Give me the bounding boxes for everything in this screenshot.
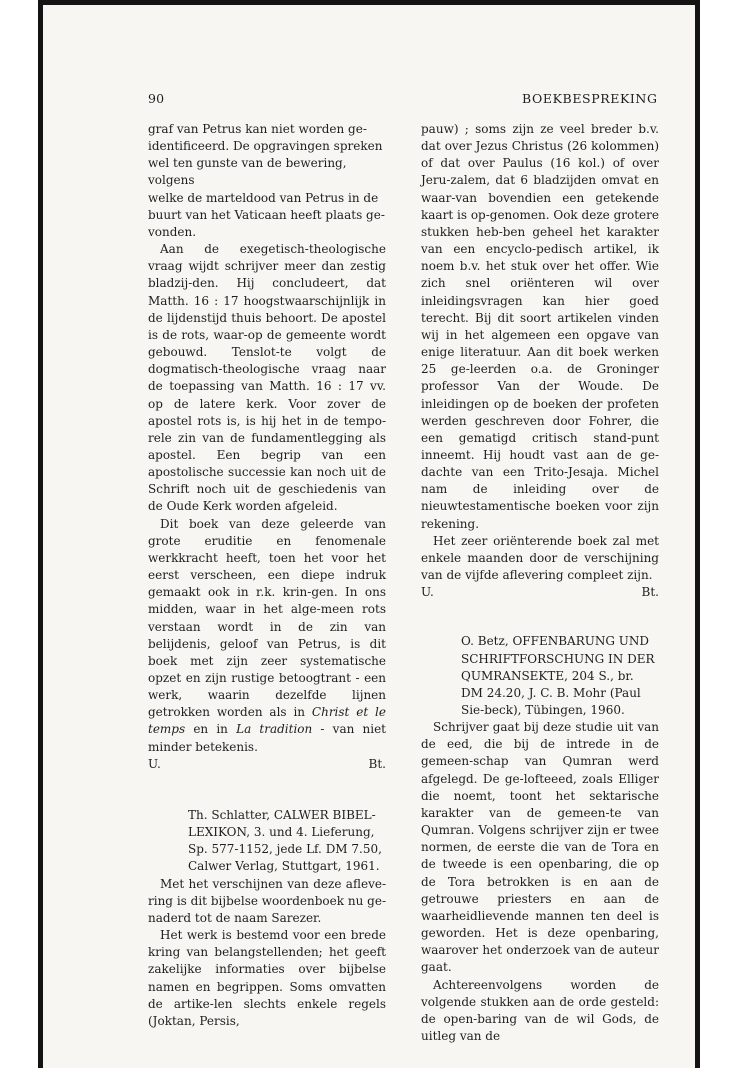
- review-heading: O. Betz, OFFENBARUNG UND SCHRIFTFORSCHUNG IN DER QUMRANSEKTE, 204 S., br. DM 24.20, J. C. B. Mohr (Paul Sie-beck), Tübingen, 1960.: [461, 634, 655, 717]
- italic-title: La tradition: [236, 722, 313, 737]
- text-line: identificeerd. De opgravingen spreken: [148, 139, 383, 154]
- italic-title: Christ et le temps: [148, 705, 386, 737]
- text-line: wel ten gunste van de bewering, volgens: [148, 156, 347, 188]
- page-number: 90: [148, 91, 165, 106]
- paragraph: Aan de exegetisch-theologische vraag wijdt schrijver meer dan zestig bladzij-den. Hij concludeert, dat Matth. 16 : 17 hoogstwaarschijnlijk in de lijdenstijd thuis behoort. De apostel is de rots, waar-op de gemeente wordt gebouwd. Tenslot-te volgt de dogmatisch-theologische vraag naar de toepassing van Matth. 16 : 17 vv. op de latere kerk. Voor zover de apostel rots is, is hij het in de tempo-rele zin van de fundamentlegging als apostel. Een begrip van een apostolische successie kan noch uit de Schrift noch uit de geschiedenis van de Oude Kerk worden afgeleid.: [148, 242, 386, 514]
- paragraph-text: en in: [185, 722, 237, 737]
- signature-initial: U.: [148, 756, 161, 771]
- paragraph-text: - van niet minder betekenis.: [148, 722, 386, 754]
- text-line: buurt van het Vaticaan heeft plaats ge-: [148, 207, 385, 222]
- paragraph: Achtereenvolgens worden de volgende stukken aan de orde gesteld: de open-baring van de wil Gods, de uitleg van de: [421, 977, 659, 1043]
- paragraph-text: Dit boek van deze geleerde van grote eruditie en fenomenale werkkracht heeft, toen het voor het eerst verscheen, een diepe indruk gemaakt ook in r.k. krin-gen. In ons midden, waar in het alge-meen rots verstaan wordt in de zin van belijdenis, geloof van Petrus, is dit boek met zijn zeer systematische opzet en zijn rustige betoogtrant - een werk, waarin dezelfde lijnen getrokken worden als in: [148, 516, 386, 720]
- text-line: vonden.: [148, 224, 197, 239]
- signature-initial: U.: [421, 585, 434, 600]
- signature-initial: Bt.: [368, 756, 386, 771]
- paragraph: Het zeer oriënterende boek zal met enkele maanden door de verschijning van de vijfde aflevering compleet zijn.: [421, 533, 659, 583]
- scan-border-right: [695, 0, 700, 1068]
- review1-continuation: [148, 121, 386, 241]
- paragraph: [148, 516, 386, 756]
- reviewer-signature: [148, 756, 386, 773]
- right-column: [421, 121, 659, 1045]
- paragraph: pauw) ; soms zijn ze veel breder b.v. dat over Jezus Christus (26 kolommen) of dat over Paulus (16 kol.) of over Jeru-zalem, dat 6 bladzijden omvat en waar-van bovendien een getekende kaart is op-genomen. Ook deze grotere stukken heb-ben geheel het karakter van een encyclo-pedisch artikel, ik noem b.v. het stuk over het offer. Wie zich snel oriënteren wil over inleidingsvragen kan hier goed terecht. Bij dit soort artikelen vinden wij in het algemeen een opgave van enige literatuur. Aan dit boek werken 25 ge-leerden o.a. de Groninger professor Van der Woude. De inleidingen op de boeken der profeten werden geschreven door Fohrer, die een gematigd critisch stand-punt inneemt. Hij houdt vast aan de ge-dachte van een Trito-Jesaja. Michel nam de inleiding over de nieuwtestamentische boeken voor zijn rekening.: [421, 122, 659, 531]
- reviewer-signature: [421, 584, 659, 601]
- paragraph: Het werk is bestemd voor een brede kring van belangstellenden; het geeft zakelijke informaties over bijbelse namen en begrippen. Soms omvatten de artike-len slechts enkele regels (Joktan, Persis,: [148, 928, 386, 1028]
- text-line: welke de marteldood van Petrus in de: [148, 190, 379, 205]
- text-line: graf van Petrus kan niet worden ge-: [148, 122, 367, 136]
- paragraph: Schrijver gaat bij deze studie uit van de eed, die bij de intrede in de gemeen-schap van Qumran werd afgelegd. De ge-lofteeed, zoals Elliger die noemt, toont het sektarische karakter van de gemeen-te van Qumran. Volgens schrijver zijn er twee normen, de eerste die van de Tora en de tweede is een openbaring, die op de Tora betrokken is en aan de getrouwe priesters en aan de waarheidlievende mannen ten deel is geworden. Het is deze openbaring, waarover het onderzoek van de auteur gaat.: [421, 720, 659, 975]
- running-title: BOEKBESPREKING: [522, 91, 658, 106]
- signature-initial: Bt.: [641, 585, 659, 600]
- review-heading: Th. Schlatter, CALWER BIBEL-LEXIKON, 3. und 4. Lieferung, Sp. 577-1152, jede Lf. DM 7.50, Calwer Verlag, Stuttgart, 1961.: [188, 807, 382, 874]
- paragraph: Met het verschijnen van deze afleve-ring is dit bijbelse woordenboek nu ge-naderd tot de naam Sarezer.: [148, 876, 386, 925]
- left-column: [148, 121, 386, 1030]
